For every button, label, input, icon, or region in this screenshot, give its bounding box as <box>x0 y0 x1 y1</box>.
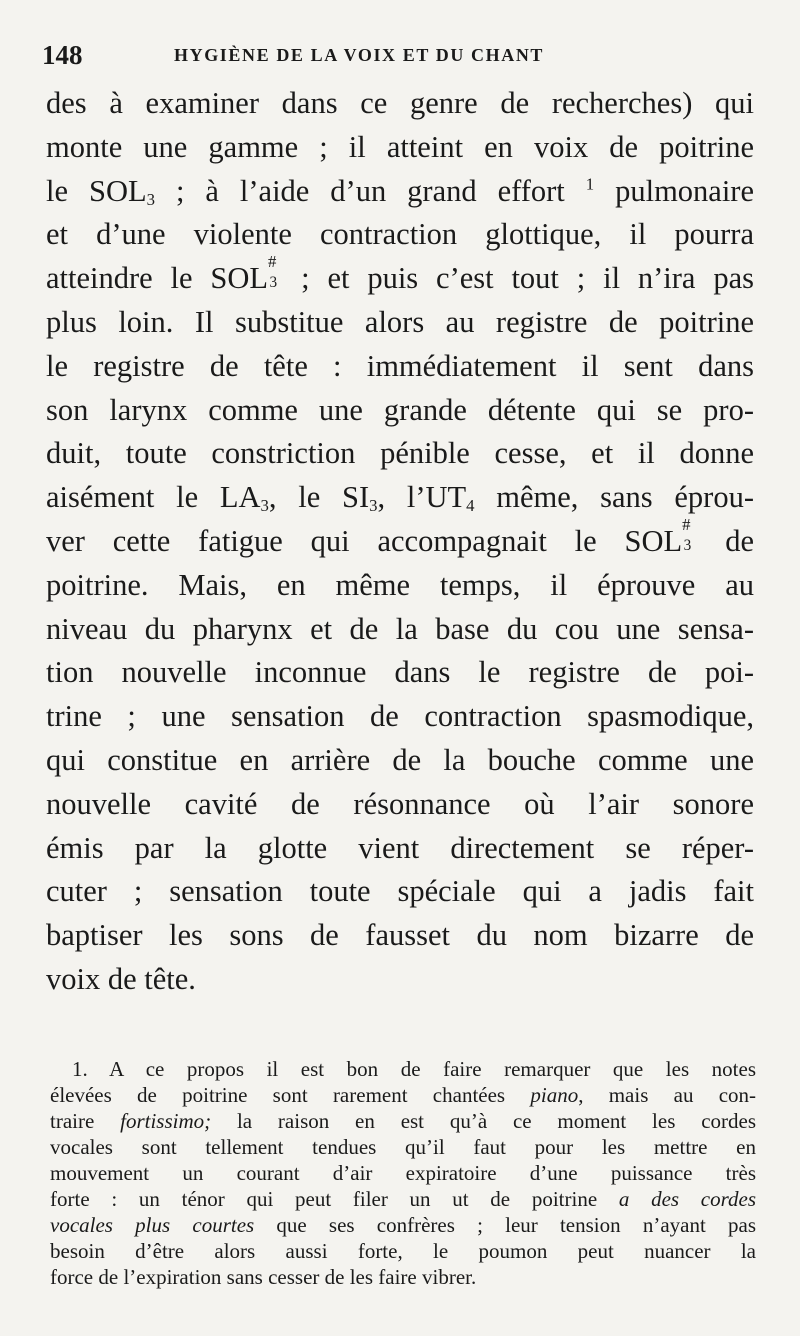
text-segment: que ses confrères ; leur tension n’ayant pas <box>254 1213 756 1237</box>
footnote-line <box>50 1056 756 1082</box>
octave-index: 3 <box>146 189 155 209</box>
text-segment: monte une gamme ; il atteint en voix de poitrine <box>46 129 754 164</box>
text-segment: forte : un ténor qui peut filer un ut de poitrine <box>50 1187 619 1211</box>
body-line <box>46 695 754 739</box>
text-segment: aisément le LA <box>46 480 261 515</box>
body-line <box>46 608 754 652</box>
text-segment: , mais au con- <box>578 1083 757 1107</box>
italic-segment: fortissimo; <box>120 1109 212 1133</box>
octave-index: 3 <box>260 496 269 516</box>
text-segment: force de l’expiration sans cesser de les faire vibrer. <box>50 1265 477 1289</box>
body-line <box>46 958 754 1002</box>
footnote-line <box>50 1082 756 1108</box>
text-segment: élevées de poitrine sont rarement chantées <box>50 1083 531 1107</box>
text-segment: atteindre le SOL <box>46 261 269 296</box>
text-segment: ; à l’aide d’un grand effort <box>155 173 586 208</box>
text-segment: poitrine. Mais, en même temps, il éprouve au <box>46 567 754 602</box>
body-line <box>46 432 754 476</box>
text-segment: le registre de tête : immédiatement il sent dans <box>46 348 754 383</box>
text-segment: le SOL <box>46 173 147 208</box>
footnote-line <box>50 1160 756 1186</box>
footnote-line <box>50 1238 756 1264</box>
running-title: HYGIÈNE DE LA VOIX ET DU CHANT <box>174 45 545 65</box>
text-segment: mouvement un courant d’air expiratoire d’une puissance très <box>50 1161 756 1185</box>
text-segment: trine ; une sensation de contraction spasmodique, <box>46 699 754 734</box>
octave-index: 3 <box>369 496 378 516</box>
body-line <box>46 783 754 827</box>
page-header <box>42 40 762 70</box>
text-segment: 1. A ce propos il est bon de faire remarquer que les notes <box>72 1057 756 1081</box>
text-segment: , le SI <box>268 480 370 515</box>
body-line <box>46 476 754 520</box>
text-segment: besoin d’être alors aussi forte, le poumon peut nuancer la <box>50 1239 756 1263</box>
footnote-line <box>50 1134 756 1160</box>
body-line <box>46 914 754 958</box>
body-line <box>46 389 754 433</box>
text-segment: de <box>697 523 754 558</box>
text-segment: nouvelle cavité de résonnance où l’air sonore <box>46 786 754 821</box>
text-segment: émis par la glotte vient directement se réper- <box>46 830 754 865</box>
octave-index: 3 <box>683 536 692 554</box>
text-segment: tion nouvelle inconnue dans le registre de poi- <box>46 655 754 690</box>
text-segment: cuter ; sensation toute spéciale qui a jadis fait <box>46 874 754 909</box>
body-line <box>46 564 754 608</box>
footnote <box>50 1056 756 1290</box>
text-segment: la raison en est qu’à ce moment les cordes <box>211 1109 757 1133</box>
octave-index: 3 <box>269 274 278 291</box>
text-segment: duit, toute constriction pénible cesse, et il donne <box>46 436 754 471</box>
text-segment: traire <box>50 1109 121 1133</box>
text-segment: voix de tête. <box>46 961 196 996</box>
body-line <box>46 170 754 214</box>
sharp-sign: # <box>268 252 277 272</box>
body-line <box>46 827 754 871</box>
text-segment: pulmonaire <box>594 173 754 208</box>
sharp-sign: # <box>682 515 691 535</box>
body-line <box>46 301 754 345</box>
body-line <box>46 739 754 783</box>
italic-segment: a des cordes <box>618 1187 756 1211</box>
italic-segment: piano <box>530 1083 579 1107</box>
italic-segment: vocales plus courtes <box>50 1213 255 1237</box>
footnote-line <box>50 1186 756 1212</box>
text-segment: niveau du pharynx et de la base du cou une sensa- <box>46 611 754 646</box>
text-segment: ver cette fatigue qui accompagnait le SOL <box>46 523 683 558</box>
body-text <box>46 82 754 1002</box>
text-segment: des à examiner dans ce genre de recherches) qui <box>46 86 754 120</box>
body-line <box>46 252 754 301</box>
body-line <box>46 213 754 257</box>
body-line <box>46 126 754 170</box>
text-segment: et d’une violente contraction glottique, il pourra <box>46 217 754 252</box>
sharp-note-index <box>268 252 283 301</box>
text-segment: vocales sont tellement tendues qu’il faut pour les mettre en <box>50 1135 756 1159</box>
footnote-line <box>50 1108 756 1134</box>
footnote-line <box>50 1212 756 1238</box>
octave-index: 4 <box>466 496 475 516</box>
text-segment: , l’UT <box>377 480 467 515</box>
body-line <box>46 870 754 914</box>
body-line <box>46 82 754 126</box>
page-number: 148 <box>42 40 83 70</box>
text-segment: qui constitue en arrière de la bouche comme une <box>46 742 754 777</box>
body-line <box>46 515 754 564</box>
footnote-marker[interactable]: 1 <box>585 173 595 193</box>
text-segment: ; et puis c’est tout ; il n’ira pas <box>283 261 754 296</box>
footnote-line <box>50 1264 756 1290</box>
sharp-note-index <box>682 515 697 564</box>
body-line <box>46 345 754 389</box>
text-segment: plus loin. Il substitue alors au registre de poitrine <box>46 304 754 339</box>
text-segment: son larynx comme une grande détente qui se pro- <box>46 392 754 427</box>
text-segment: même, sans éprou- <box>474 480 754 515</box>
body-line <box>46 651 754 695</box>
text-segment: baptiser les sons de fausset du nom bizarre de <box>46 918 754 953</box>
